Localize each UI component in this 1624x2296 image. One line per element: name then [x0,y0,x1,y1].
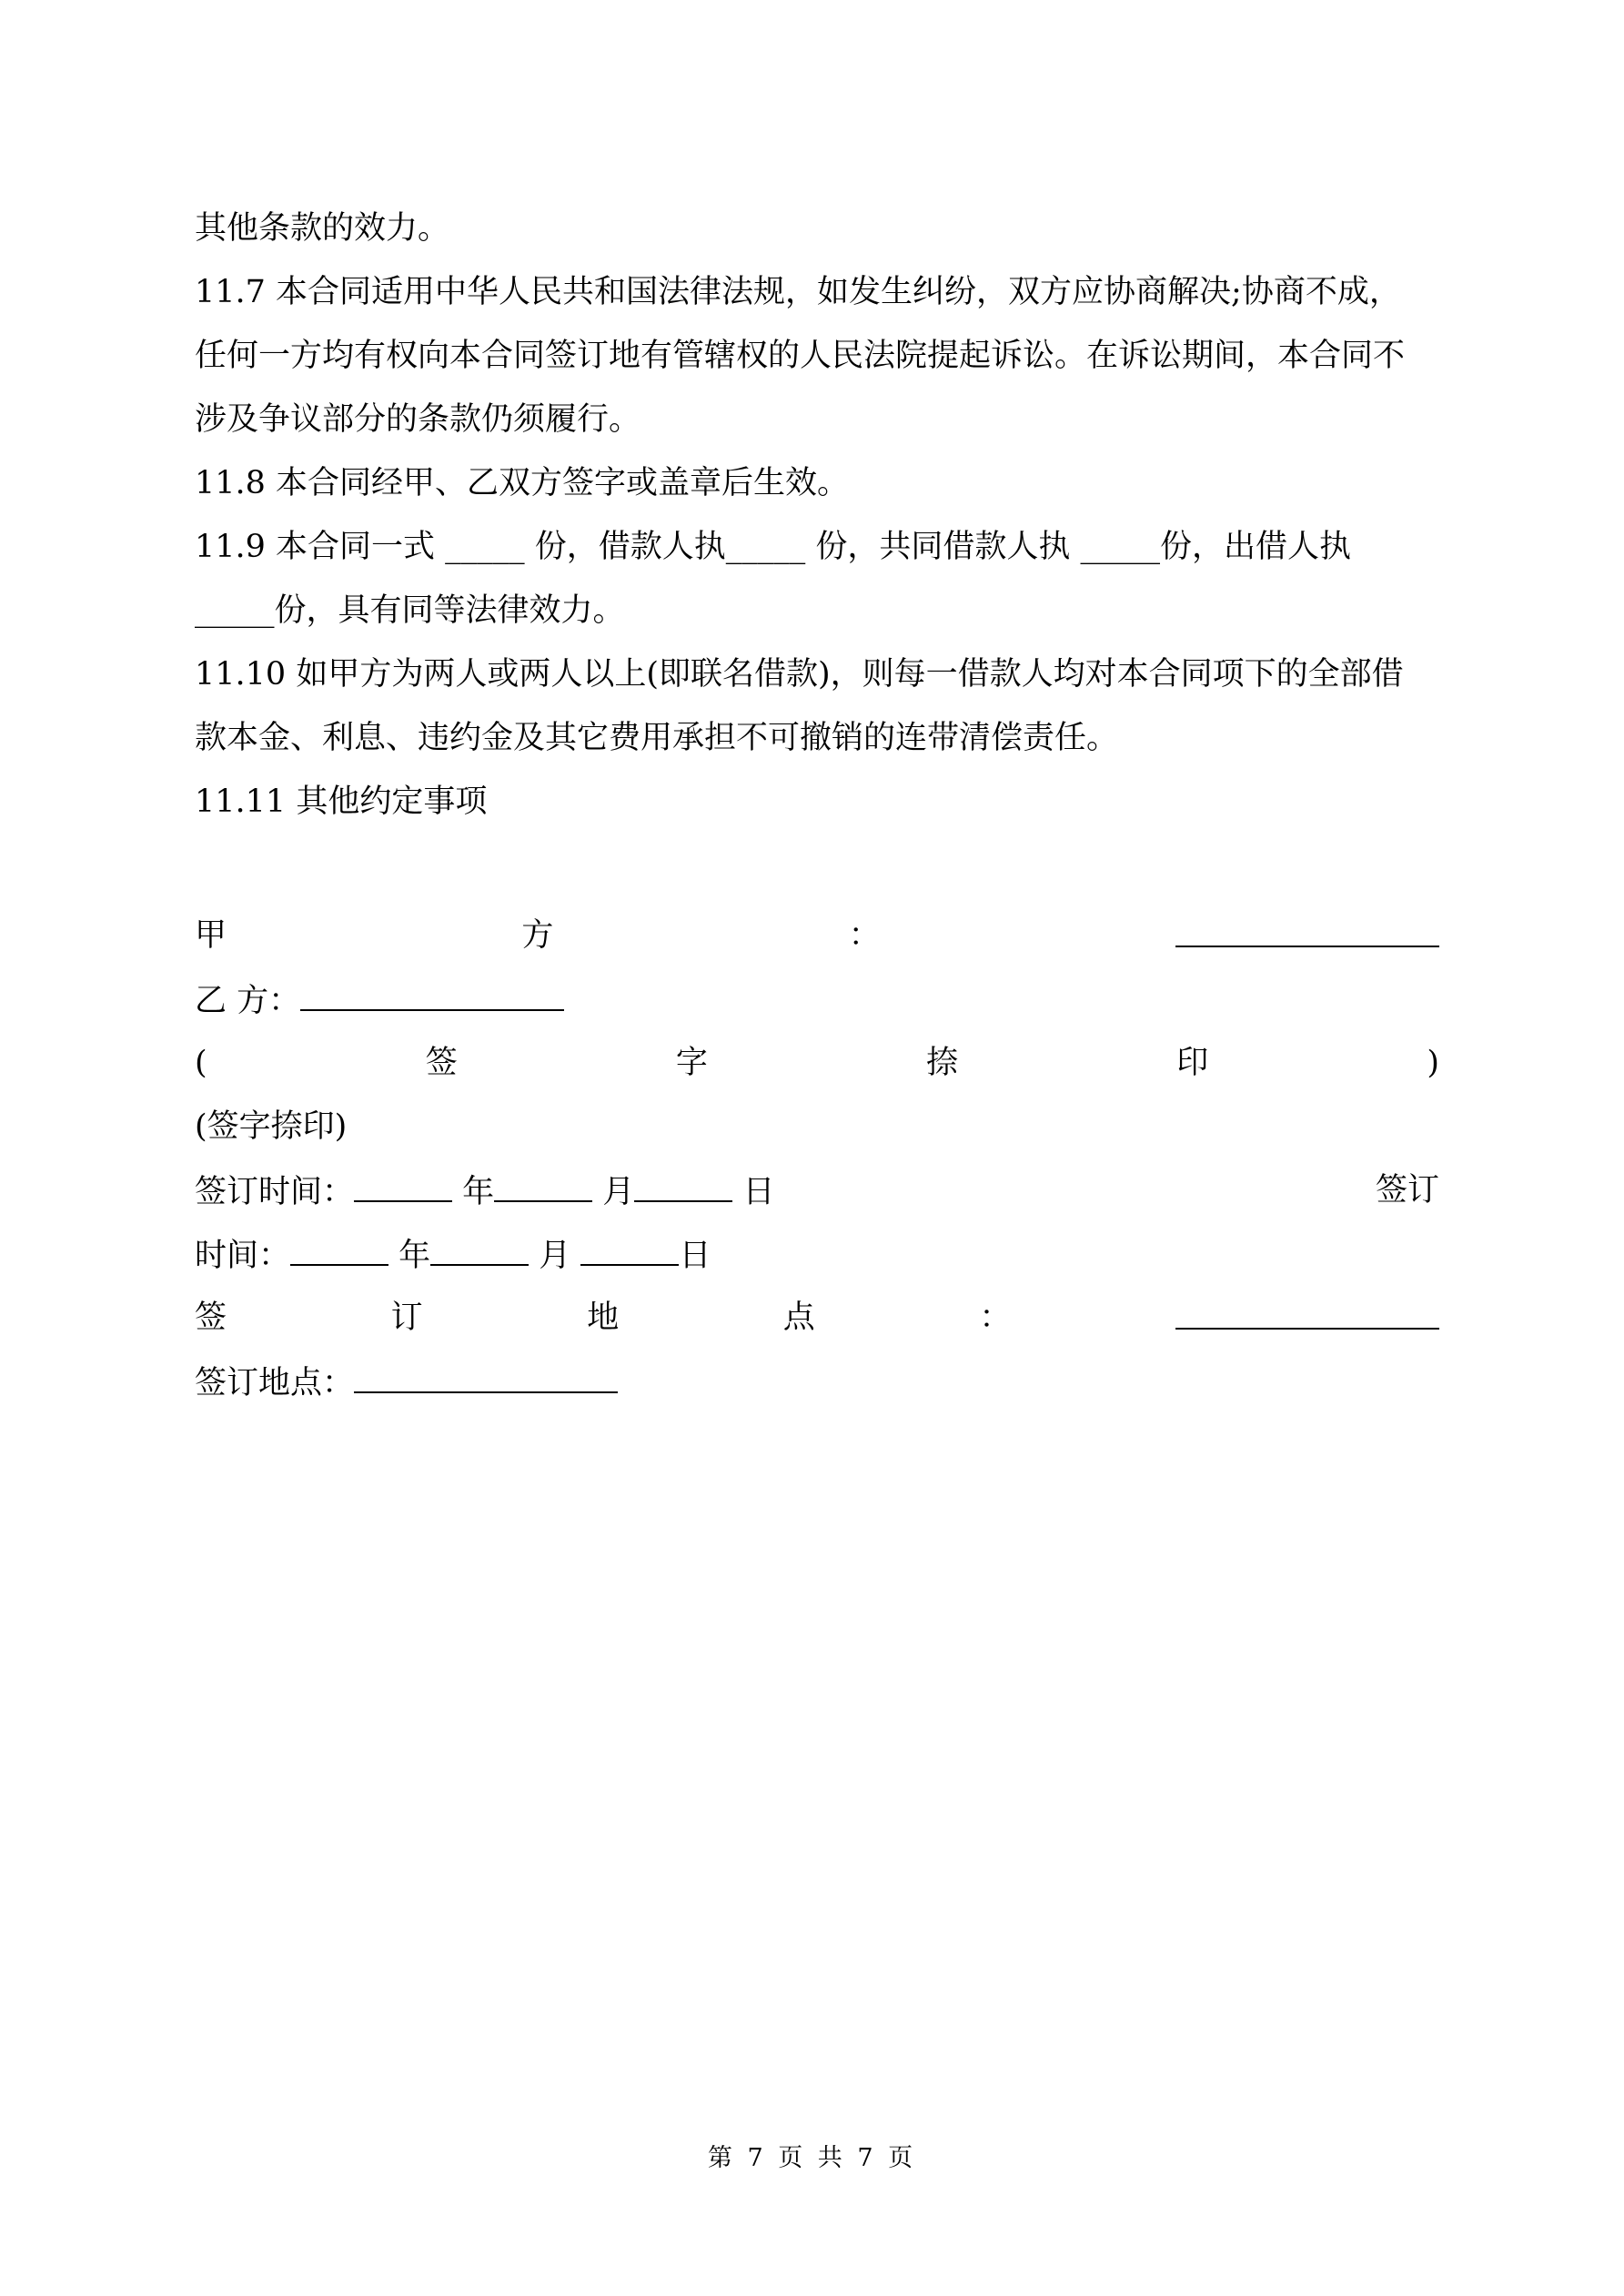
party-b-line [195,978,1439,1022]
place-label: 签订地点： [195,1365,355,1401]
seal-line-2: (签字捺印) [195,1108,348,1145]
seal-char: 签 [425,1045,458,1081]
clause-11-10-line-2: 款本金、利息、违约金及其它费用承担不可撤销的连带清偿责任。 [195,720,1119,756]
signing-time-a [195,1169,774,1213]
place-char: 地 [587,1300,620,1336]
clause-11-9-line-1: 11.9 本合同一式 _____ 份，借款人执_____ 份，共同借款人执 _____份，出借人执 [195,529,1352,565]
seal-char: ) [1427,1045,1439,1081]
party-b-blank[interactable] [300,978,564,1011]
seal-char: ( [195,1045,207,1081]
party-a-char: 方 [521,917,554,954]
year-blank-b[interactable] [290,1233,388,1266]
clause-11-11: 11.11 其他约定事项 [195,784,488,820]
signing-time-line [195,1169,1439,1213]
month-label: 月 [602,1174,635,1210]
clause-11-10-line-1: 11.10 如甲方为两人或两人以上(即联名借款)，则每一借款人均对本合同项下的全部借 [195,656,1404,693]
place-char: ： [979,1300,1012,1336]
party-b-label: 乙 方： [195,983,301,1019]
day-label-b: 日 [679,1238,711,1274]
day-blank[interactable] [634,1169,732,1202]
seal-char: 捺 [926,1045,959,1081]
place-blank[interactable] [1175,1297,1439,1330]
clause-11-8: 11.8 本合同经甲、乙双方签字或盖章后生效。 [195,465,850,501]
seal-line [195,1042,1439,1084]
page-footer: 第 7 页 共 7 页 [707,2144,917,2172]
party-a-line [195,915,1439,956]
month-label-b: 月 [539,1238,571,1274]
year-label-b: 年 [398,1238,431,1274]
clause-11-9-line-2: _____份，具有同等法律效力。 [195,592,625,629]
place-char: 订 [390,1300,423,1336]
signing-time-b-start: 签订 [1375,1172,1439,1209]
day-blank-b[interactable] [580,1233,679,1266]
year-blank[interactable] [354,1169,452,1202]
seal-char: 印 [1176,1045,1209,1081]
clause-11-7-line-1: 11.7 本合同适用中华人民共和国法律法规，如发生纠纷，双方应协商解决;协商不成， [195,274,1401,310]
signing-time-label: 签订时间： [195,1174,355,1210]
place-blank-2[interactable] [354,1360,618,1393]
party-a-blank[interactable] [1175,915,1439,947]
day-label: 日 [742,1174,775,1210]
seal-char: 字 [675,1045,708,1081]
signing-time-b-label: 时间： [195,1238,291,1274]
party-a-char: ： [848,917,881,954]
signing-place-line [195,1297,1439,1339]
signing-place-line-2 [195,1360,1439,1404]
paragraph-line: 其他条款的效力。 [195,210,450,247]
place-char: 点 [782,1300,815,1336]
clause-11-7-line-3: 涉及争议部分的条款仍须履行。 [195,401,641,438]
month-blank[interactable] [494,1169,592,1202]
place-char: 签 [195,1300,227,1336]
month-blank-b[interactable] [430,1233,529,1266]
clause-11-7-line-2: 任何一方均有权向本合同签订地有管辖权的人民法院提起诉讼。在诉讼期间，本合同不 [195,338,1406,374]
year-label: 年 [462,1174,495,1210]
signing-time-line-2 [195,1233,1439,1277]
party-a-char: 甲 [195,917,227,954]
